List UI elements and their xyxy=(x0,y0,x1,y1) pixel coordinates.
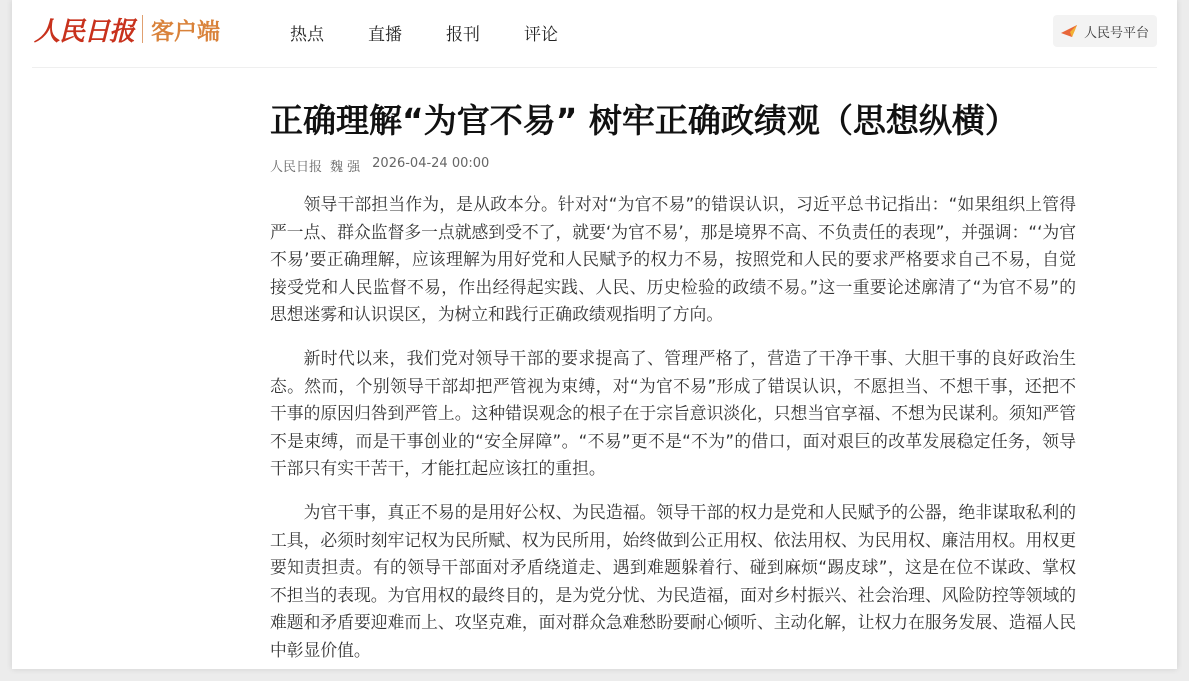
article-meta xyxy=(270,156,1076,175)
article xyxy=(270,98,1076,681)
main-nav xyxy=(290,20,602,45)
nav-commentary[interactable]: 评论 xyxy=(524,25,558,45)
article-date: 2026-04-24 00:00 xyxy=(372,156,490,171)
logo-subtitle: 客户端 xyxy=(151,18,221,45)
paper-plane-icon xyxy=(1061,24,1079,38)
paragraph: 新时代以来，我们党对领导干部的要求提高了、管理严格了，营造了干净干事、大胆干事的良好政治生态。然而，个别领导干部却把严管视为束缚，对“为官不易”形成了错误认识，不愿担当、不想干事，还把不干事的原因归咎到严管上。这种错误观念的根子在于宗旨意识淡化，只想当官享福、不想为民谋利。须知严管不是束缚，而是干事创业的“安全屏障”。“不易”更不是“不为”的借口，面对艰巨的改革发展稳定任务，领导干部只有实干苦干，才能扛起应该扛的重担。 xyxy=(270,347,1076,479)
nav-newspaper[interactable]: 报刊 xyxy=(446,25,480,45)
article-source: 人民日报 xyxy=(270,160,323,175)
logo-divider xyxy=(142,15,143,43)
platform-label: 人民号平台 xyxy=(1083,25,1149,41)
logo[interactable] xyxy=(34,12,220,46)
article-body xyxy=(270,191,1076,665)
platform-button[interactable] xyxy=(1053,15,1157,47)
article-title: 正确理解“为官不易” 树牢正确政绩观（思想纵横） xyxy=(270,101,1018,140)
site-header xyxy=(32,0,1157,68)
nav-hot[interactable]: 热点 xyxy=(290,25,324,45)
nav-live[interactable]: 直播 xyxy=(368,25,402,45)
page xyxy=(12,0,1177,669)
paragraph: 为官干事，真正不易的是用好公权、为民造福。领导干部的权力是党和人民赋予的公器，绝非谋取私利的工具，必须时刻牢记权为民所赋、权为民所用，始终做到公正用权、依法用权、为民用权、廉洁用权。用权更要知责担责。有的领导干部面对矛盾绕道走、遇到难题躲着行、碰到麻烦“踢皮球”，这是在位不谋政、掌权不担当的表现。为官用权的最终目的，是为党分忧、为民造福，面对乡村振兴、社会治理、风险防控等领域的难题和矛盾要迎难而上、攻坚克难，面对群众急难愁盼要耐心倾听、主动化解，让权力在服务发展、造福人民中彰显价值。 xyxy=(270,501,1076,660)
paragraph: 领导干部担当作为，是从政本分。针对对“为官不易”的错误认识，习近平总书记指出：“如果组织上管得严一点、群众监督多一点就感到受不了，就要‘为官不易’，那是境界不高、不负责任的表现”，并强调：“‘为官不易’要正确理解，应该理解为用好党和人民赋予的权力不易，按照党和人民的要求严格要求自己不易，自觉接受党和人民监督不易，作出经得起实践、人民、历史检验的政绩不易。”这一重要论述廓清了“为官不易”的思想迷雾和认识误区，为树立和践行正确政绩观指明了方向。 xyxy=(270,194,1076,325)
article-author: 魏 强 xyxy=(330,160,361,175)
logo-brand: 人民日报 xyxy=(34,16,135,47)
